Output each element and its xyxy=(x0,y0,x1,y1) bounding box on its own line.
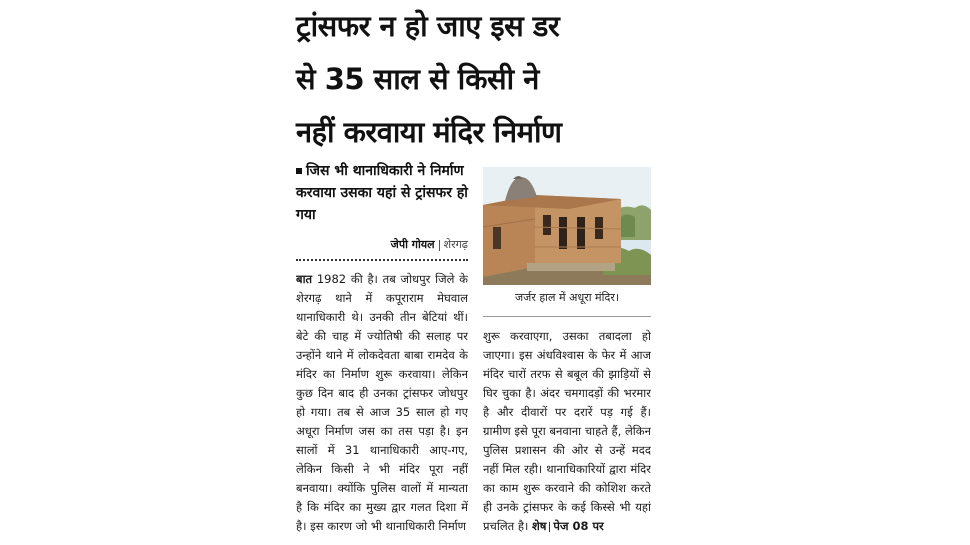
continued-page: पेज 08 पर xyxy=(553,519,604,533)
headline xyxy=(296,0,658,159)
author-name: जेपी गोयल xyxy=(390,238,435,251)
photo-caption: जर्जर हाल में अधूरा मंदिर। xyxy=(515,291,619,304)
headline-line-1: ट्रांसफर न हो जाए इस डर xyxy=(296,9,560,43)
caption-rule xyxy=(483,316,651,317)
headline-line-3: नहीं करवाया मंदिर निर्माण xyxy=(296,115,562,149)
byline-divider xyxy=(439,240,440,251)
byline xyxy=(296,237,468,253)
temple-photo xyxy=(483,167,651,285)
continued-note xyxy=(532,519,604,533)
headline-line-2: से 35 साल से किसी ने xyxy=(296,62,539,96)
dotted-divider xyxy=(296,259,468,261)
continued-label: शेष xyxy=(531,519,547,533)
body-text-right: शुरू करवाएगा, उसका तबादला हो जाएगा। इस अंधविश्वास के फेर में आज मंदिर चारों तरफ से बबूल की झाड़ियों से घिर चुका है। अंदर चमगादड़ों की भरमार है और दीवारों पर दरारें पड़ गई हैं। ग्रामीण इसे पूरा बनवाना चाहते हैं, लेकिन पुलिस प्रशासन की ओर से उन्हें मदद नहीं मिल रही। थानाधिकारियों द्वारा मंदिर का काम शुरू करवाने की कोशिश करते ही उनके ट्रांसफर के कई किस्से भी यहां प्रचलित है। xyxy=(483,329,651,533)
lead-word: बात xyxy=(296,272,313,286)
subheadline xyxy=(296,160,468,226)
body-text-left: 1982 की है। तब जोधपुर जिले के शेरगढ़ थाने में कपूराराम मेघवाल थानाधिकारी थे। उनकी तीन बेटियां थीं। बेटे की चाह में ज्योतिषी की सलाह पर उन्होंने थाने में लोकदेवता बाबा रामदेव के मंदिर का निर्माण शुरू करवाया। लेकिन कुछ दिन बाद ही उनका ट्रांसफर जोधपुर हो गया। तब से आज 35 साल हो गए अधूरा निर्माण जस का तस पड़ा है। इन सालों में 31 थानाधिकारी आए-गए, लेकिन किसी ने भी मंदिर पूरा नहीं बनवाया। क्योंकि पुलिस वालों में मान्यता है कि मंदिर का मुख्य द्वार गलत दिशा में है। इस कारण जो भी थानाधिकारी निर्माण xyxy=(296,272,468,533)
continued-divider xyxy=(549,522,550,532)
dateline-place: शेरगढ़ xyxy=(443,238,468,251)
subheadline-text: जिस भी थानाधिकारी ने निर्माण करवाया उसका यहां से ट्रांसफर हो गया xyxy=(296,163,468,223)
temple-photo-image xyxy=(483,167,651,285)
news-clipping xyxy=(296,0,658,545)
bullet-icon xyxy=(296,168,302,174)
body-column-left xyxy=(296,270,468,545)
body-column-right xyxy=(483,327,651,545)
